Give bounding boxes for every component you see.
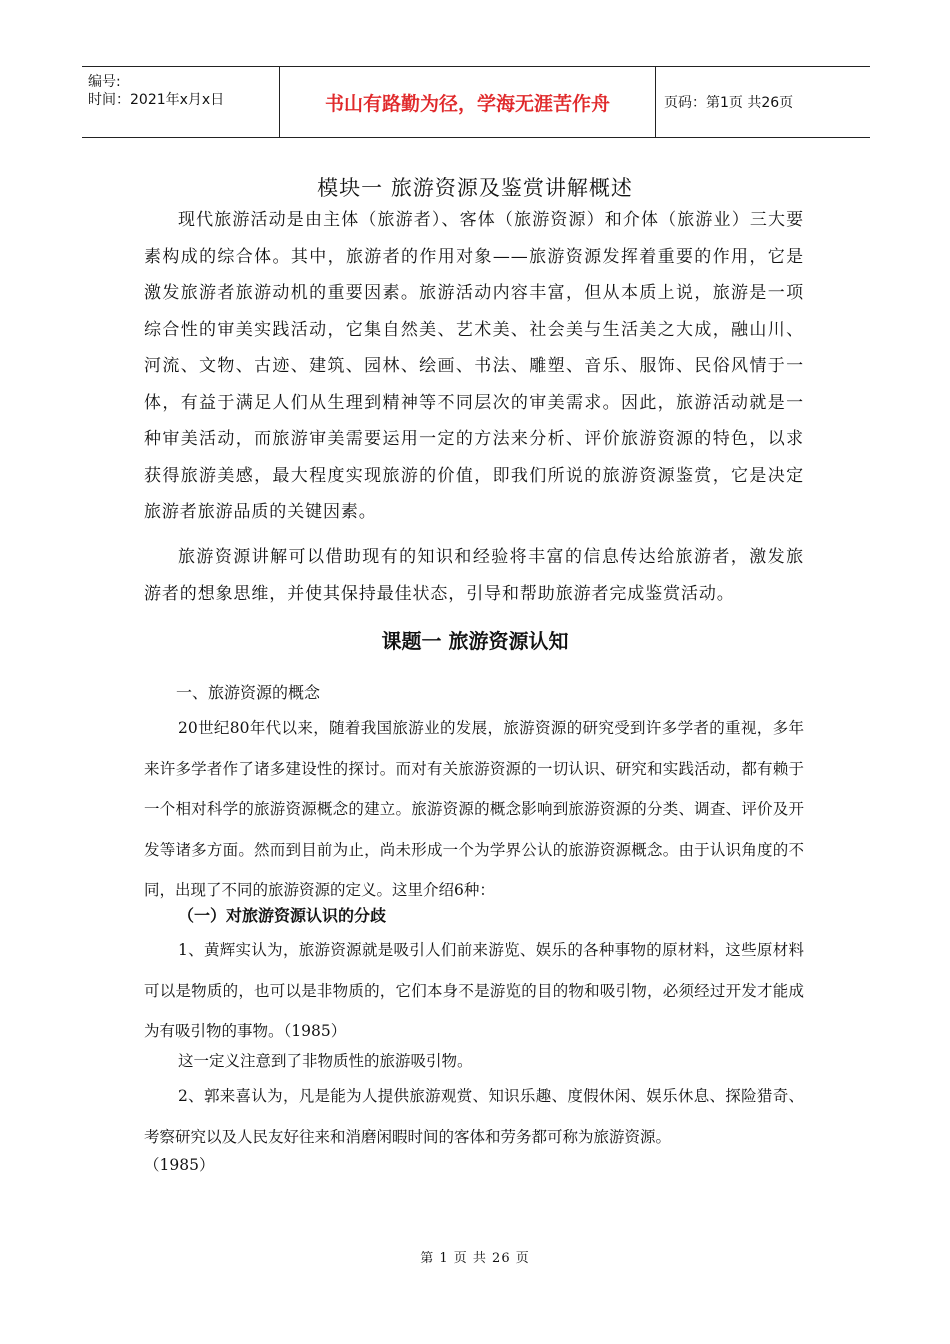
concept-paragraph: 20世纪80年代以来，随着我国旅游业的发展，旅游资源的研究受到许多学者的重视，多年来许多学者作了诸多建设性的探讨。而对有关旅游资源的一切认识、研究和实践活动，都有赖于一个相对科学的旅游资源概念的建立。旅游资源的概念影响到旅游资源的分类、调查、评价及开发等诸多方面。然而到目前为止，尚未形成一个为学界公认的旅游资源概念。由于认识角度的不同，出现了不同的旅游资源的定义。这里介绍6种： [144,719,804,899]
intro-paragraph-1: 现代旅游活动是由主体（旅游者）、客体（旅游资源）和介体（旅游业）三大要素构成的综合体。其中，旅游者的作用对象——旅游资源发挥着重要的作用，它是激发旅游者旅游动机的重要因素。旅游活动内容丰富，但从本质上说，旅游是一项综合性的审美实践活动，它集自然美、艺术美、社会美与生活美之大成，融山川、河流、文物、古迹、建筑、园林、绘画、书法、雕塑、音乐、服饰、民俗风情于一体，有益于满足人们从生理到精神等不同层次的审美需求。因此，旅游活动就是一种审美活动，而旅游审美需要运用一定的方法来分析、评价旅游资源的特色，以求获得旅游美感，最大程度实现旅游的价值，即我们所说的旅游资源鉴赏，它是决定旅游者旅游品质的关键因素。 [144,210,804,522]
definition-item-1: 1、黄辉实认为，旅游资源就是吸引人们前来游览、娱乐的各种事物的原材料，这些原材料可以是物质的，也可以是非物质的，它们本身不是游览的目的物和吸引物，必须经过开发才能成为有吸引物的事物。（1985） [144,941,804,1040]
header-page-info: 页码：第1页 共26页 [664,95,794,111]
page-footer: 第 1 页 共 26 页 [420,1251,530,1266]
document-code-label: 编号: [88,74,121,90]
heading-concept: 一、旅游资源的概念 [176,683,321,702]
definition-item-2: 2、郭来喜认为，凡是能为人提供旅游观赏、知识乐趣、度假休闲、娱乐休息、探险猎奇、考察研究以及人民友好往来和消磨闲暇时间的客体和劳务都可称为旅游资源。 [144,1087,804,1146]
header-meta-cell [82,67,280,137]
header-motto: 书山有路勤为径，学海无涯苦作舟 [280,67,656,137]
document-title: 模块一 旅游资源及鉴赏讲解概述 [317,176,633,200]
definition-item-2-year: （1985） [144,1156,215,1174]
definition-item-1-note: 这一定义注意到了非物质性的旅游吸引物。 [178,1052,473,1070]
intro-paragraph-2: 旅游资源讲解可以借助现有的知识和经验将丰富的信息传达给旅游者，激发旅游者的想象思维，并使其保持最佳状态，引导和帮助旅游者完成鉴赏活动。 [144,547,804,604]
document-date: 时间：2021年x月x日 [88,92,225,108]
heading-divergence: （一）对旅游资源认识的分歧 [178,906,387,925]
header-table [82,66,870,138]
section-title: 课题一 旅游资源认知 [381,629,569,653]
